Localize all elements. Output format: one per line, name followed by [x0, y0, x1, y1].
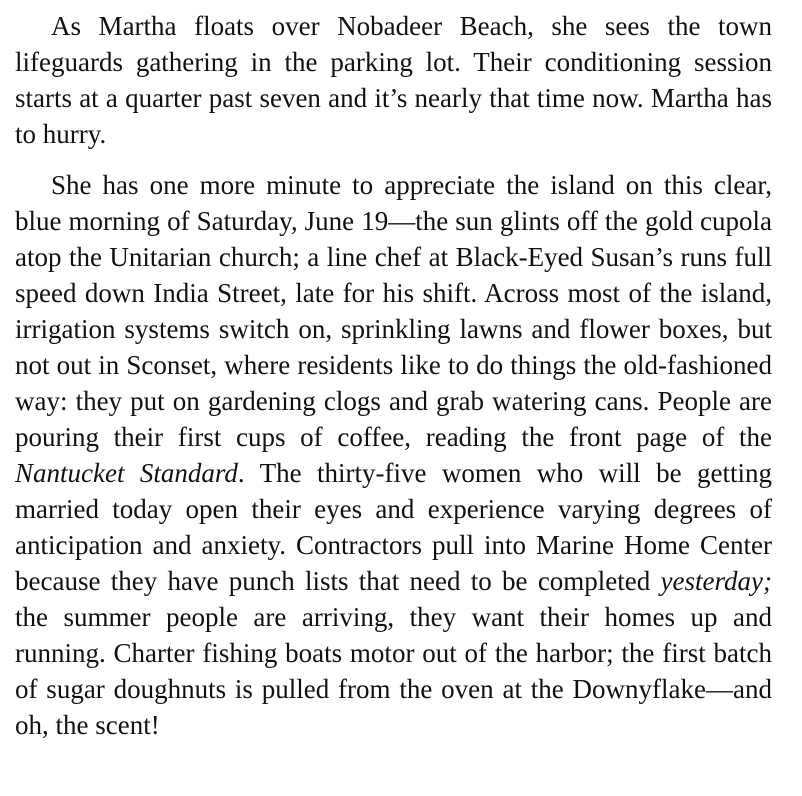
- newspaper-title-italic: Nantucket Standard: [15, 458, 238, 488]
- paragraph-2: [15, 167, 772, 743]
- yesterday-italic: yesterday;: [660, 566, 772, 596]
- paragraph-2-text-2: . The thirty-five women who will be getting married today open their eyes and experience varying degrees of anticipation and anxiety. Contractors pull into Marine Home Center because they have punch lists that need to be completed: [15, 458, 772, 596]
- page-text: [15, 8, 772, 743]
- paragraph-2-text-3: the summer people are arriving, they want their homes up and running. Charter fishing boats motor out of the harbor; the first batch of sugar doughnuts is pulled from the oven at the Downyflake—and oh, the scent!: [15, 602, 772, 740]
- paragraph-2-text-1: She has one more minute to appreciate the island on this clear, blue morning of Saturday, June 19—the sun glints off the gold cupola atop the Unitarian church; a line chef at Black-Eyed Susan’s runs full speed down India Street, late for his shift. Across most of the island, irrigation systems switch on, sprinkling lawns and flower boxes, but not out in Sconset, where residents like to do things the old-fashioned way: they put on gardening clogs and grab watering cans. People are pouring their first cups of coffee, reading the front page of the: [15, 170, 772, 452]
- paragraph-1: As Martha floats over Nobadeer Beach, she sees the town lifeguards gathering in the parking lot. Their conditioning session starts at a quarter past seven and it’s nearly that time now. Martha has to hurry.: [15, 11, 772, 149]
